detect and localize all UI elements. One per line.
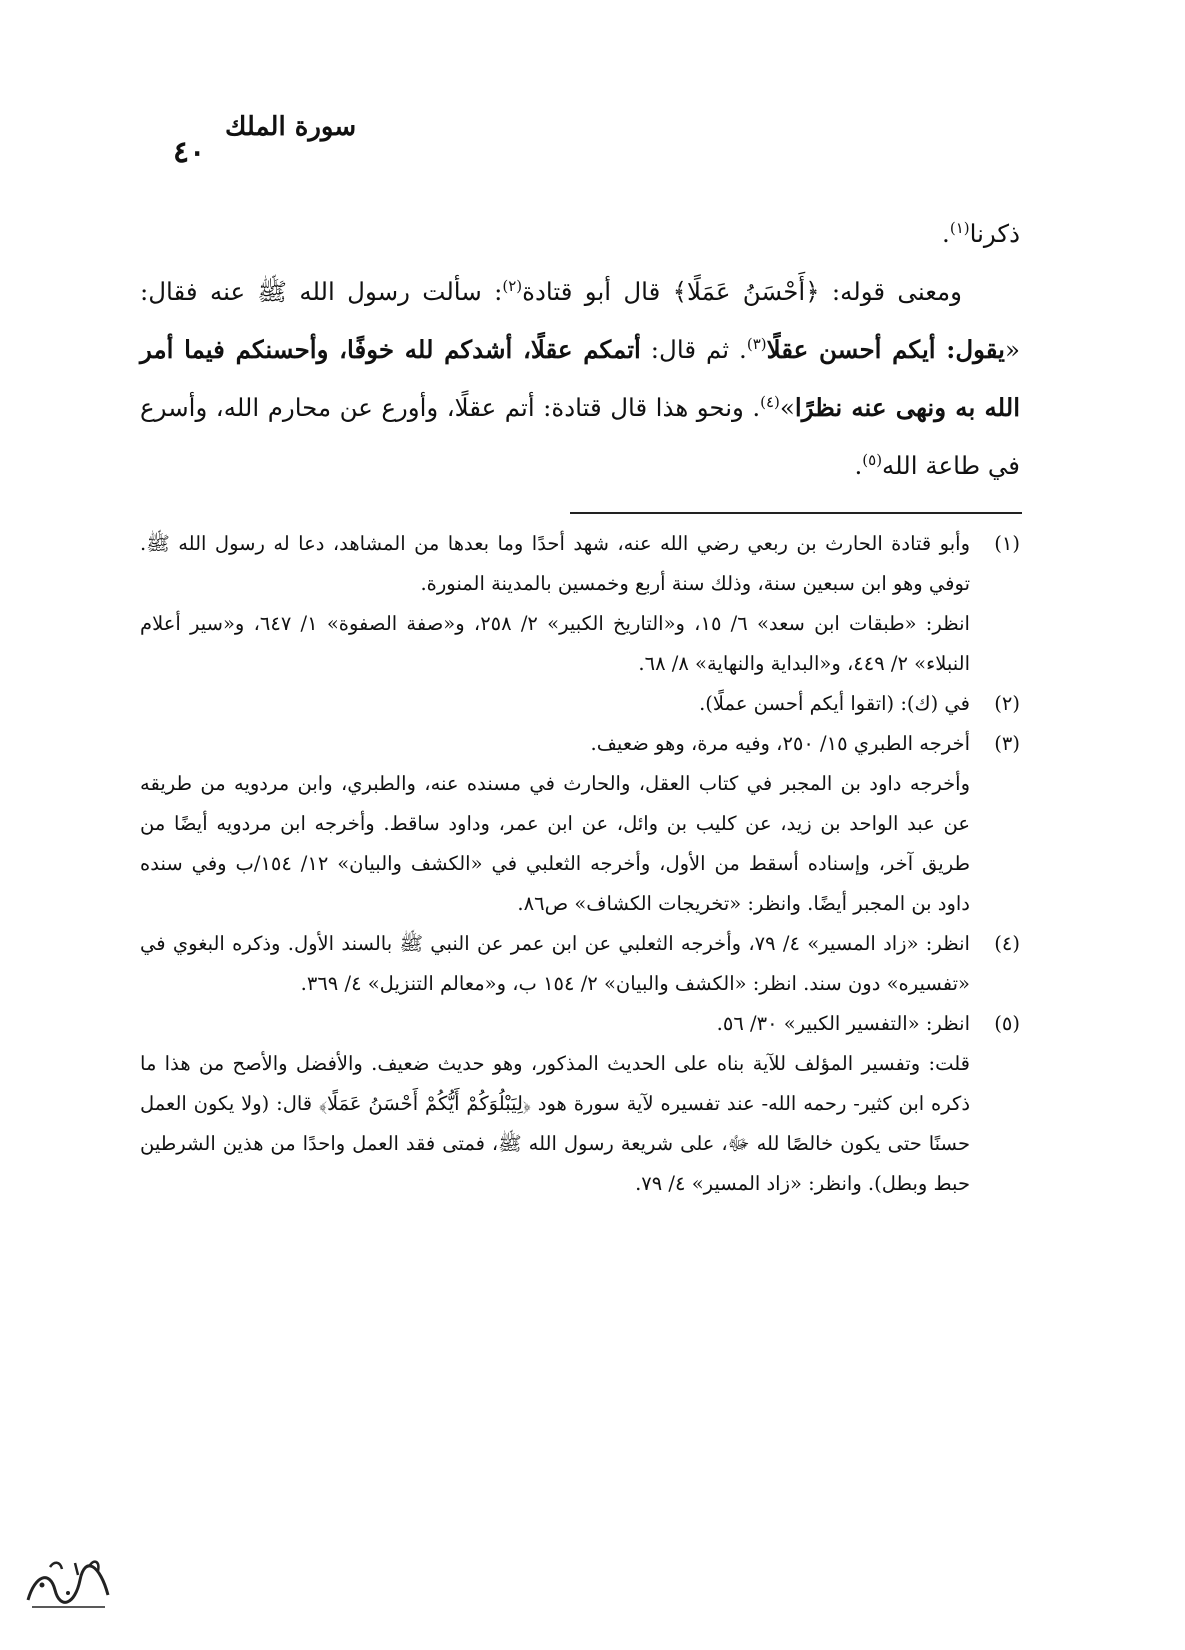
- calligraphy-logo-icon: [20, 1555, 115, 1620]
- footnote-text: انظر: «طبقات ابن سعد» ٦/ ١٥، و«التاريخ الكبير» ٢/ ٢٥٨، و«صفة الصفوة» ١/ ٦٤٧، و«سير أعلام النبلاء» ٢/ ٤٤٩، و«البداية والنهاية» ٨/ ٦٨.: [140, 612, 970, 675]
- footnote-text: وأخرجه داود بن المجبر في كتاب العقل، والحارث في مسنده عنه، والطبري، وابن مردويه من طريقه عن عبد الواحد بن زيد، عن كليب بن وائل، عن ابن عمر، وداود ساقط. وأخرجه ابن مردويه أيضًا من طريق آخر، وإسناده أسقط من الأول، وأخرجه الثعلبي في «الكشف والبيان» ١٢/ ١٥٤/ب وفي سنده داود بن المجبر أيضًا. وانظر: «تخريجات الكشاف» ص٨٦.: [140, 772, 970, 915]
- hadith-quote: يقول: أيكم أحسن عقلًا: [766, 335, 1005, 364]
- page-number: ٤٠: [173, 135, 206, 170]
- footnote-3: [140, 724, 1020, 924]
- footnote-ref-4[interactable]: (٤): [760, 392, 780, 411]
- footnote-number: (٤): [994, 932, 1020, 955]
- footnote-text: انظر: «التفسير الكبير» ٣٠/ ٥٦.: [716, 1012, 970, 1035]
- footnote-ref-3[interactable]: (٣): [746, 334, 767, 353]
- footnote-2: [140, 684, 1020, 724]
- main-paragraph-1: ذكرنا$^{(١)}$.: [942, 218, 1020, 248]
- main-text: [140, 205, 1020, 495]
- footnote-4: [140, 924, 1020, 1004]
- footnote-number: (١): [994, 532, 1020, 555]
- footnote-1: [140, 524, 1020, 684]
- footnote-text: في (ك): (اتقوا أيكم أحسن عملًا).: [699, 692, 970, 715]
- footnote-ref-1[interactable]: (١): [949, 218, 970, 237]
- footnote-text: قلت: وتفسير المؤلف للآية بناه على الحديث المذكور، وهو حديث ضعيف. والأفضل والأصح من هذا ما ذكره ابن كثير- رحمه الله- عند تفسيره لآية سورة هود ﴿لِيَبْلُوَكُمْ أَيُّكُمْ أَحْسَنُ عَمَلًا﴾ قال: (ولا يكون العمل حسنًا حتى يكون خالصًا لله ﷻ، على شريعة رسول الله ﷺ، فمتى فقد العمل واحدًا من هذين الشرطين حبط وبطل). وانظر: «زاد المسير» ٤/ ٧٩.: [140, 1052, 970, 1195]
- footnote-5: [140, 1004, 1020, 1204]
- footnote-text: وأبو قتادة الحارث بن ربعي رضي الله عنه، شهد أحدًا وما بعدها من المشاهد، دعا له رسول الله ﷺ. توفي وهو ابن سبعين سنة، وذلك سنة أربع وخمسين بالمدينة المنورة.: [140, 532, 970, 595]
- footnotes: [140, 524, 1020, 1204]
- footnote-number: (٢): [994, 692, 1020, 715]
- footnote-ref-2[interactable]: (٢): [502, 276, 523, 295]
- main-paragraph-2: ومعنى قوله: ﴿أَحْسَنُ عَمَلًا﴾ قال أبو قتادة$^{(٢)}$: سألت رسول الله ﷺ عنه فقال: «يقول: أيكم أحسن عقلًا$^{(٣)}$. ثم قال: أتمكم عقلًا، أشدكم لله خوفًا، وأحسنكم فيما أمر الله به ونهى عنه نظرًا»$^{(٤)}$. ونحو هذا قال قتادة: أتم عقلًا، وأورع عن محارم الله، وأسرع في طاعة الله$^{(٥)}$.: [140, 276, 1020, 480]
- footnote-ref-5[interactable]: (٥): [862, 450, 883, 469]
- footnote-text: انظر: «زاد المسير» ٤/ ٧٩، وأخرجه الثعلبي عن ابن عمر عن النبي ﷺ بالسند الأول. وذكره البغوي في «تفسيره» دون سند. انظر: «الكشف والبيان» ٢/ ١٥٤ ب، و«معالم التنزيل» ٤/ ٣٦٩.: [140, 932, 970, 995]
- footnote-number: (٥): [994, 1012, 1020, 1035]
- running-header-title: سورة الملك: [225, 112, 357, 142]
- footnote-number: (٣): [994, 732, 1020, 755]
- hadith-quote-2: أتمكم عقلًا، أشدكم لله خوفًا، وأحسنكم فيما أمر الله به ونهى عنه نظرًا: [140, 335, 1020, 422]
- footnote-text: أخرجه الطبري ١٥/ ٢٥٠، وفيه مرة، وهو ضعيف.: [590, 732, 970, 755]
- footnote-separator: [570, 512, 1022, 514]
